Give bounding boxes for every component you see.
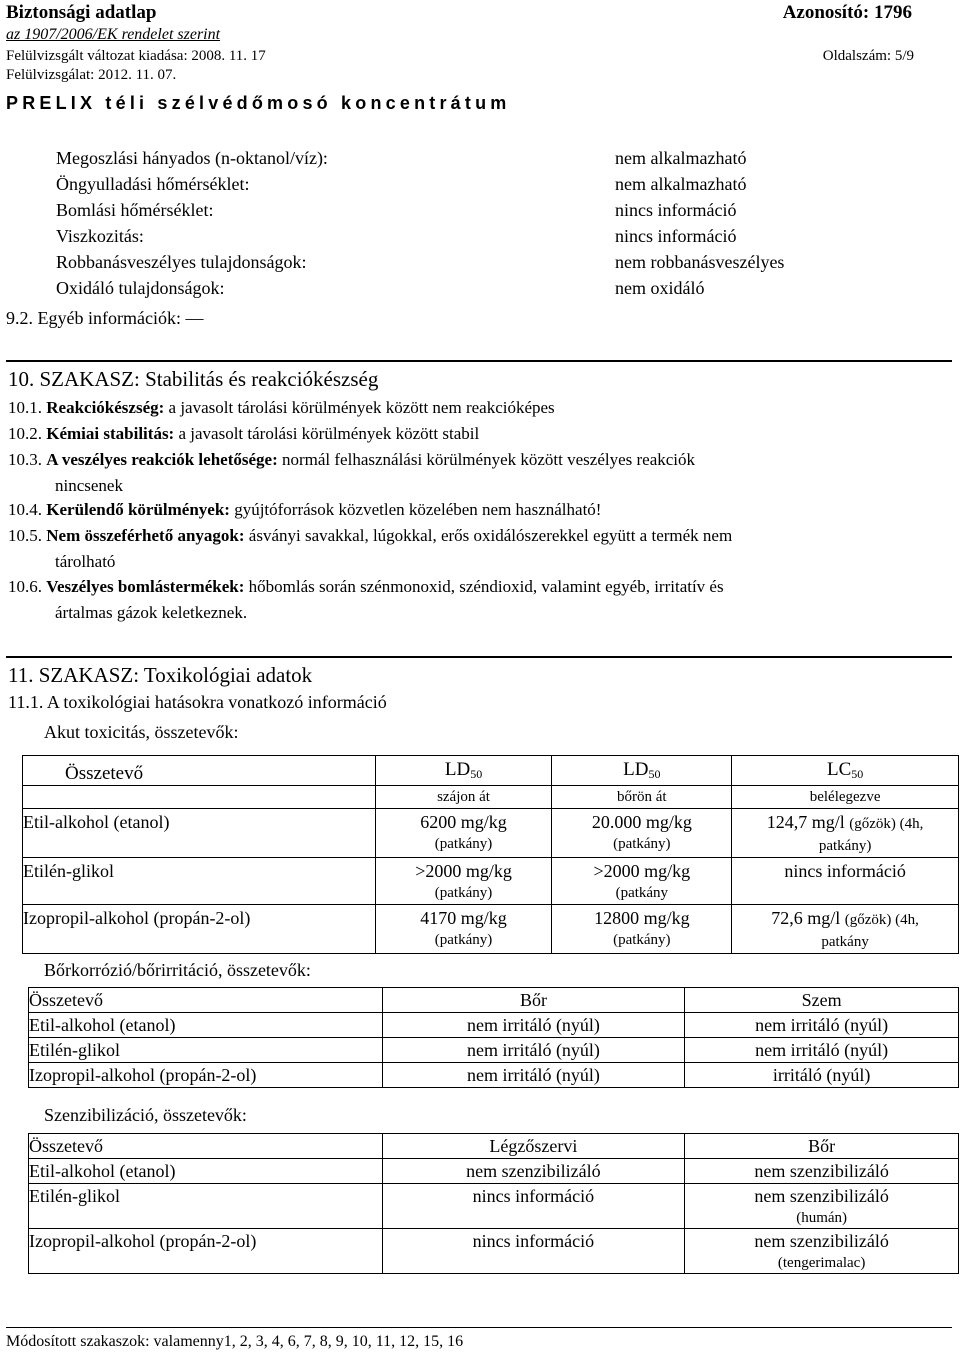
skin-row [29, 1038, 959, 1063]
acute-inhal: nincs információ [732, 858, 959, 905]
document-title: Biztonsági adatlap [6, 2, 157, 23]
sens-header-cell: Légzőszervi [382, 1134, 685, 1159]
sens-component: Etil-alkohol (etanol) [29, 1159, 383, 1184]
other-info: 9.2. Egyéb információk: — [6, 308, 204, 328]
skin-cell: nem irritáló (nyúl) [382, 1063, 685, 1088]
product-name: PRELIX téli szélvédőmosó koncentrátum [6, 93, 511, 113]
item-label: Kémiai stabilitás: [46, 424, 175, 443]
acute-component: Etilén-glikol [23, 858, 376, 905]
revision-date: Felülvizsgálat: 2012. 11. 07. [6, 67, 177, 83]
sens-component: Etilén-glikol [29, 1184, 383, 1229]
sens-skin: nem szenzibilizáló (tengerimalac) [685, 1229, 959, 1274]
skin-cell: irritáló (nyúl) [685, 1063, 959, 1088]
section10-item [8, 526, 928, 546]
skin-cell: Etil-alkohol (etanol) [29, 1013, 383, 1038]
item-label: Nem összeférhető anyagok: [46, 526, 245, 545]
sens-title: Szenzibilizáció, összetevők: [44, 1105, 247, 1125]
sens-header-cell: Összetevő [29, 1134, 383, 1159]
section-divider [6, 656, 952, 658]
skin-header-cell: Bőr [382, 988, 685, 1013]
sens-header-cell: Bőr [685, 1134, 959, 1159]
skin-cell: nem irritáló (nyúl) [382, 1038, 685, 1063]
property-value: nincs információ [615, 226, 737, 246]
item-label: A veszélyes reakciók lehetősége: [46, 450, 278, 469]
section10-item [8, 424, 928, 444]
property-label: Viszkozitás: [56, 226, 144, 246]
item-text: ásványi savakkal, lúgokkal, erős oxidálószerekkel együtt a termék nem [248, 526, 733, 545]
sens-respiratory: nincs információ [382, 1229, 685, 1274]
item-label: Kerülendő körülmények: [46, 500, 230, 519]
revision-issue: Felülvizsgált változat kiadása: 2008. 11. 17 [6, 48, 266, 64]
acute-title: Akut toxicitás, összetevők: [44, 722, 239, 742]
footer-divider [6, 1327, 952, 1328]
item-label: Veszélyes bomlástermékek: [46, 577, 245, 596]
sensitisation-table [28, 1133, 959, 1274]
item-text: hőbomlás során szénmonoxid, széndioxid, valamint egyéb, irritatív és [248, 577, 724, 596]
acute-header-ld-dermal: $LD_{50}$ [552, 756, 732, 786]
skin-header-cell: Összetevő [29, 988, 383, 1013]
skin-header-row [29, 988, 959, 1013]
section11-subtitle: 11.1. A toxikológiai hatásokra vonatkozó információ [8, 692, 387, 712]
sens-respiratory: nem szenzibilizáló [382, 1159, 685, 1184]
property-label: Robbanásveszélyes tulajdonságok: [56, 252, 307, 272]
item-number: 10.4. [8, 500, 42, 519]
skin-cell: nem irritáló (nyúl) [685, 1013, 959, 1038]
property-value: nincs információ [615, 200, 737, 220]
section-divider [6, 360, 952, 362]
property-value: nem robbanásveszélyes [615, 252, 785, 272]
skin-cell: nem irritáló (nyúl) [685, 1038, 959, 1063]
acute-row [23, 858, 959, 905]
section10-item [8, 500, 928, 520]
item-text-continued: tárolható [55, 552, 116, 571]
item-number: 10.1. [8, 398, 42, 417]
item-text: a javasolt tárolási körülmények között nem reakcióképes [168, 398, 555, 417]
item-number: 10.6. [8, 577, 42, 596]
acute-header-lc: $LC_{50}$ [732, 756, 959, 786]
skin-row [29, 1063, 959, 1088]
property-label: Bomlási hőmérséklet: [56, 200, 214, 220]
property-label: Oxidáló tulajdonságok: [56, 278, 225, 298]
acute-subheader-oral: szájon át [375, 786, 552, 809]
property-value: nem alkalmazható [615, 174, 747, 194]
sens-skin: nem szenzibilizáló (humán) [685, 1184, 959, 1229]
acute-dermal: >2000 mg/kg (patkány [552, 858, 732, 905]
skin-cell: Izopropil-alkohol (propán-2-ol) [29, 1063, 383, 1088]
section10-item [8, 577, 928, 597]
skin-cell: Etilén-glikol [29, 1038, 383, 1063]
acute-component: Izopropil-alkohol (propán-2-ol) [23, 905, 376, 954]
sens-row [29, 1159, 959, 1184]
item-label: Reakciókészség: [46, 398, 165, 417]
acute-dermal: 12800 mg/kg (patkány) [552, 905, 732, 954]
acute-inhal: 72,6 mg/l (gőzök) (4h, patkány [732, 905, 959, 954]
skin-irritation-table [28, 987, 959, 1088]
acute-subheader-empty [23, 786, 376, 809]
acute-oral: 4170 mg/kg (patkány) [375, 905, 552, 954]
sens-component: Izopropil-alkohol (propán-2-ol) [29, 1229, 383, 1274]
footer-modified-sections: Módosított szakaszok: valamenny1, 2, 3, 4, 6, 7, 8, 9, 10, 11, 12, 15, 16 [6, 1333, 464, 1350]
sens-respiratory: nincs információ [382, 1184, 685, 1229]
page-number: Oldalszám: 5/9 [822, 48, 914, 64]
regulation-ref: az 1907/2006/EK rendelet szerint [6, 26, 221, 43]
skin-cell: nem irritáló (nyúl) [382, 1013, 685, 1038]
acute-row [23, 809, 959, 858]
sens-skin: nem szenzibilizáló [685, 1159, 959, 1184]
item-number: 10.5. [8, 526, 42, 545]
skin-header-cell: Szem [685, 988, 959, 1013]
item-number: 10.2. [8, 424, 42, 443]
sens-header-row [29, 1134, 959, 1159]
section11-title: 11. SZAKASZ: Toxikológiai adatok [8, 663, 313, 687]
sens-row [29, 1184, 959, 1229]
item-text: gyújtóforrások közvetlen közelében nem használható! [234, 500, 602, 519]
acute-subheader-dermal: bőrön át [552, 786, 732, 809]
skin-row [29, 1013, 959, 1038]
section10-title: 10. SZAKASZ: Stabilitás és reakciókészség [8, 367, 379, 391]
item-text: a javasolt tárolási körülmények között stabil [178, 424, 480, 443]
acute-component: Etil-alkohol (etanol) [23, 809, 376, 858]
item-number: 10.3. [8, 450, 42, 469]
property-label: Öngyulladási hőmérséklet: [56, 174, 250, 194]
property-label: Megoszlási hányados (n-oktanol/víz): [56, 148, 328, 168]
property-value: nem alkalmazható [615, 148, 747, 168]
sens-row [29, 1229, 959, 1274]
acute-toxicity-table [22, 755, 959, 954]
item-text-continued: nincsenek [55, 476, 123, 495]
property-value: nem oxidáló [615, 278, 705, 298]
acute-row [23, 905, 959, 954]
acute-oral: 6200 mg/kg (patkány) [375, 809, 552, 858]
section10-item [8, 398, 928, 418]
item-text: normál felhasználási körülmények között veszélyes reakciók [281, 450, 696, 469]
acute-subheader-inhal: belélegezve [732, 786, 959, 809]
acute-oral: >2000 mg/kg (patkány) [375, 858, 552, 905]
acute-dermal: 20.000 mg/kg (patkány) [552, 809, 732, 858]
item-text-continued: ártalmas gázok keletkeznek. [55, 603, 248, 622]
skin-title: Bőrkorrózió/bőrirritáció, összetevők: [44, 960, 311, 980]
acute-inhal: 124,7 mg/l (gőzök) (4h, patkány) [732, 809, 959, 858]
acute-header-component: Összetevő [23, 756, 376, 786]
section10-item [8, 450, 928, 470]
acute-header-ld-oral: $LD_{50}$ [375, 756, 552, 786]
document-id: Azonosító: 1796 [782, 2, 912, 23]
